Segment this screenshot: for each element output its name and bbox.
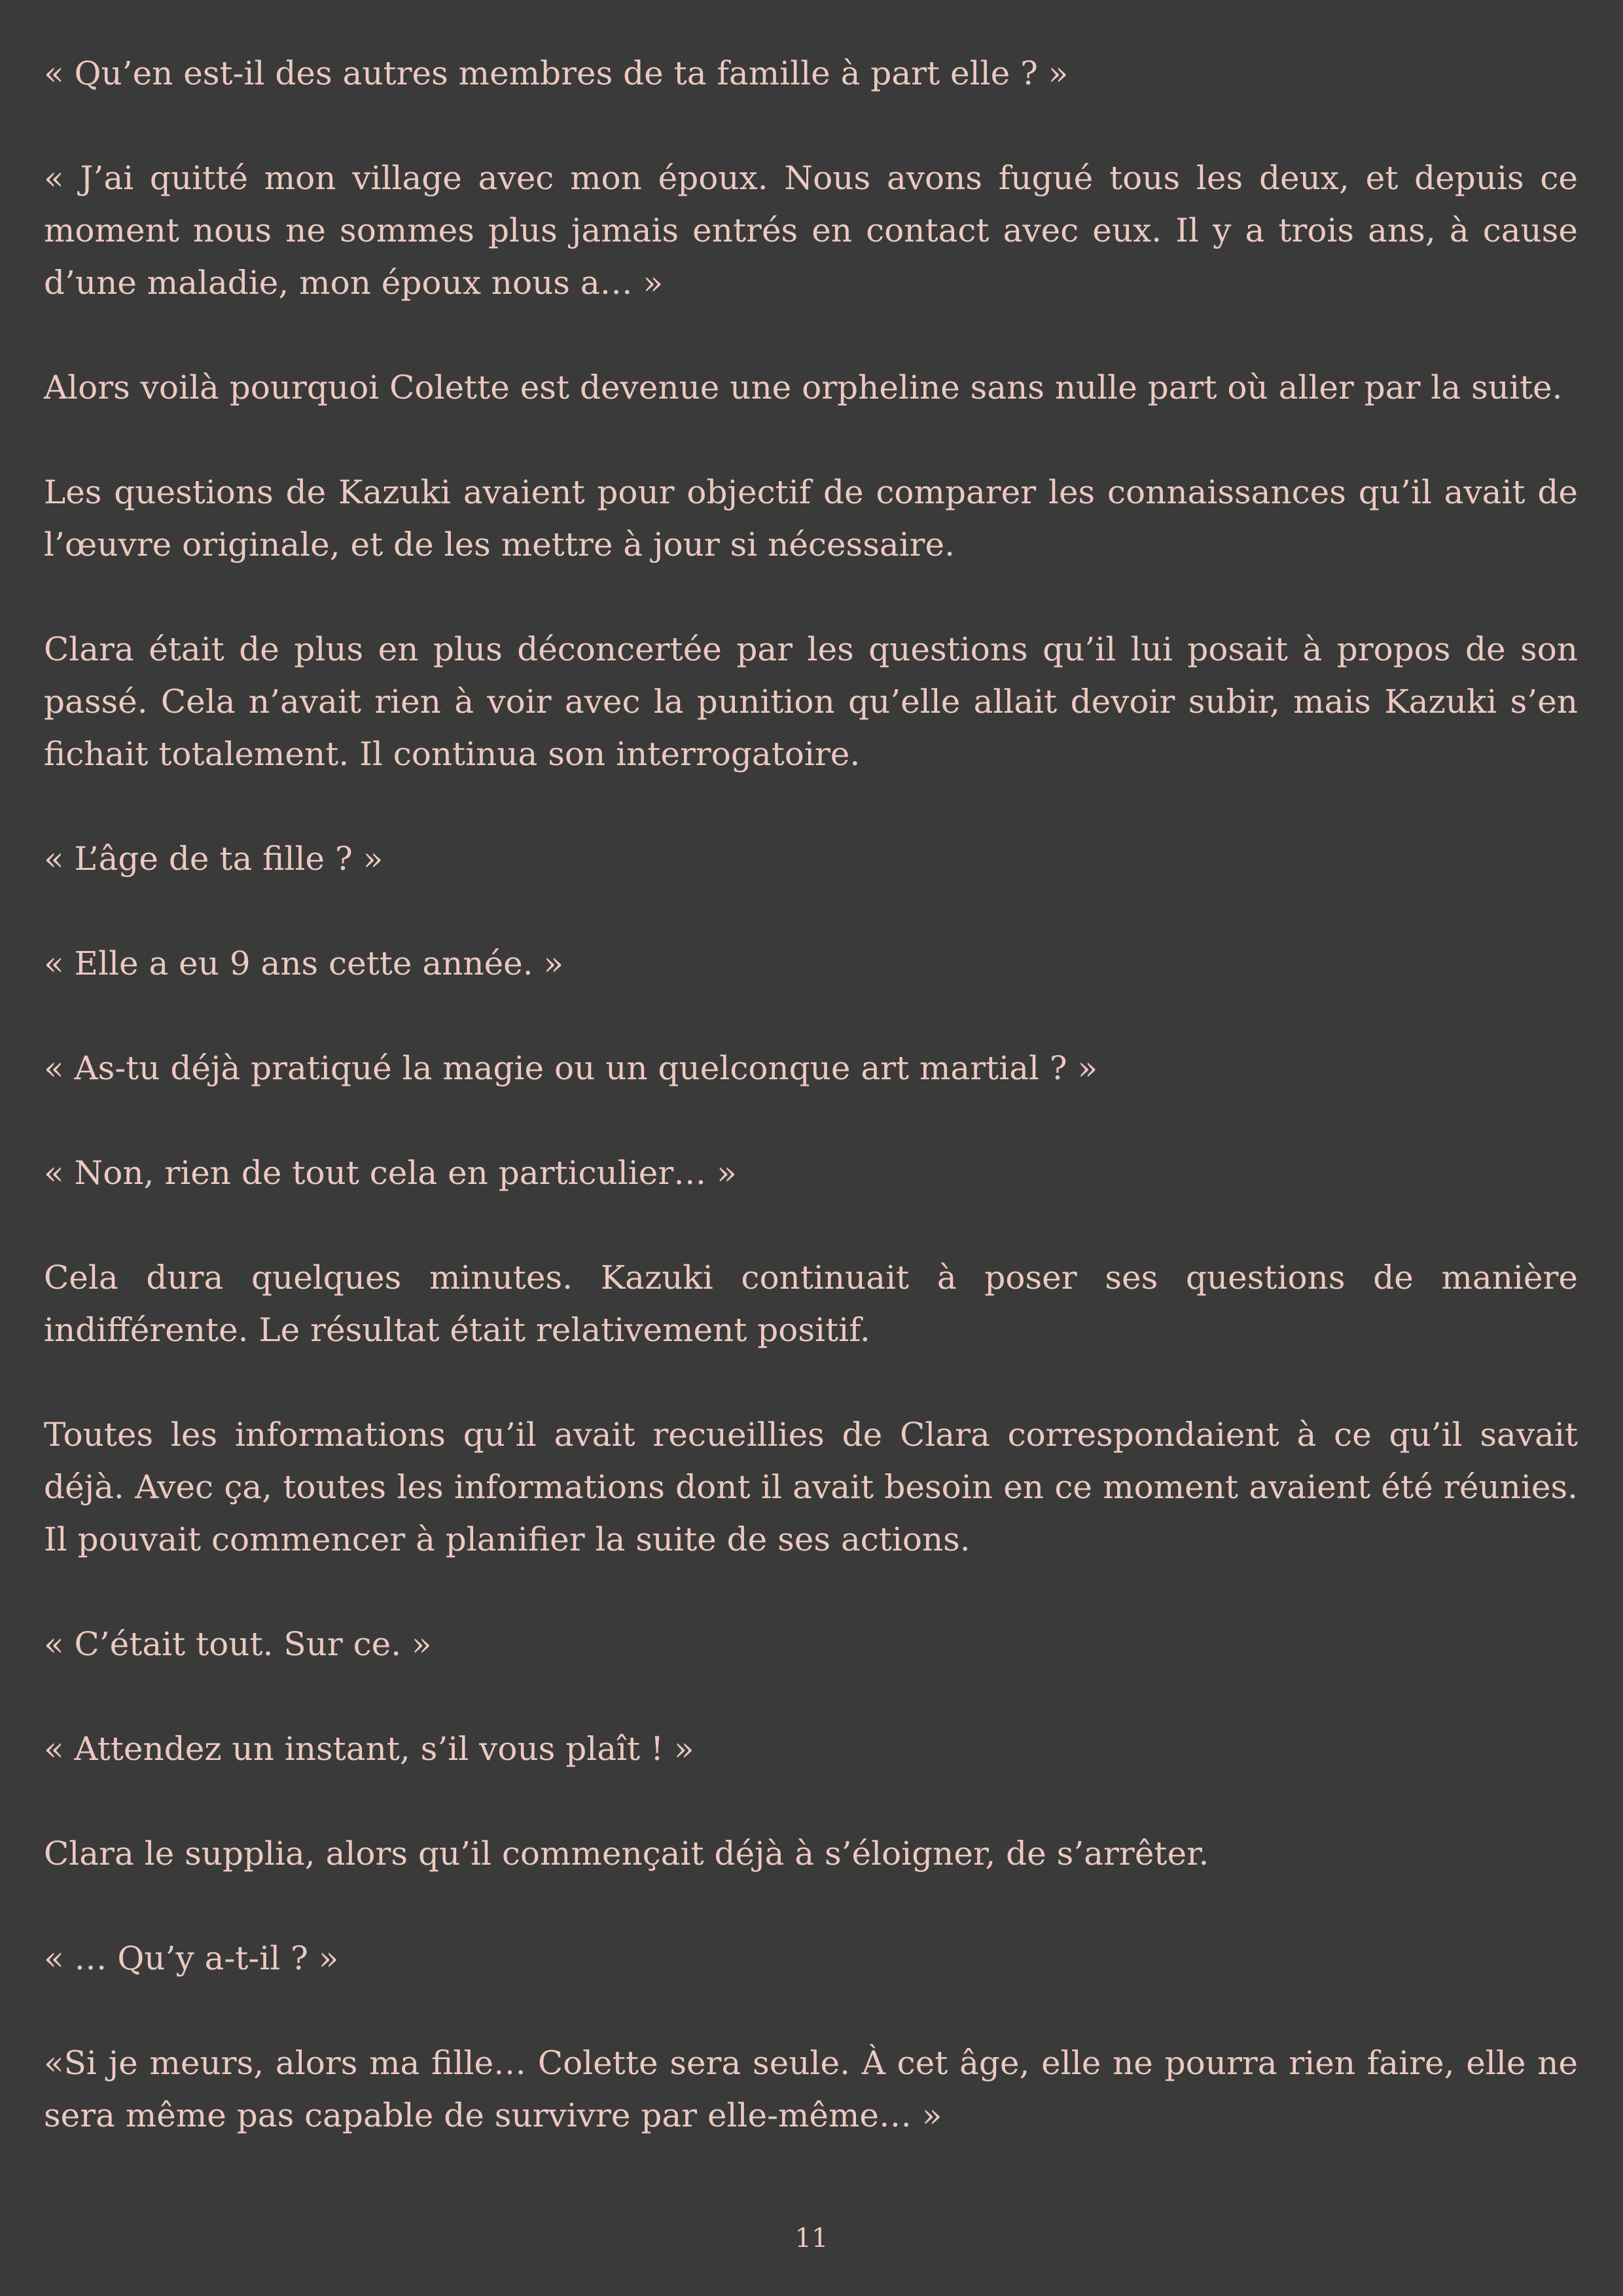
paragraph-11: Toutes les informations qu’il avait recueillies de Clara correspondaient à ce qu’il savait déjà. Avec ça, toutes les informations dont il avait besoin en ce moment avaient été réunies. Il pouvait commencer à planifier la suite de ses actions. [44,1416,1578,1558]
paragraph-10: Cela dura quelques minutes. Kazuki continuait à poser ses questions de manière indifférente. Le résultat était relativement positif. [44,1259,1578,1349]
page-body [44,47,1578,2142]
paragraph-4: Les questions de Kazuki avaient pour objectif de comparer les connaissances qu’il avait de l’œuvre originale, et de les mettre à jour si nécessaire. [44,473,1578,564]
paragraph-15: « … Qu’y a-t-il ? » [44,1939,339,1977]
page-number: 11 [794,2223,829,2253]
paragraph-6: « L’âge de ta fille ? » [44,840,383,878]
paragraph-3: Alors voilà pourquoi Colette est devenue une orpheline sans nulle part où aller par la suite. [44,368,1563,406]
paragraph-1: « Qu’en est-il des autres membres de ta famille à part elle ? » [44,54,1069,92]
paragraph-12: « C’était tout. Sur ce. » [44,1625,432,1663]
paragraph-2: « J’ai quitté mon village avec mon époux. Nous avons fugué tous les deux, et depuis ce moment nous ne sommes plus jamais entrés en contact avec eux. Il y a trois ans, à cause d’une maladie, mon époux nous a… » [44,159,1578,302]
paragraph-14: Clara le supplia, alors qu’il commençait déjà à s’éloigner, de s’arrêter. [44,1835,1209,1873]
paragraph-5: Clara était de plus en plus déconcertée par les questions qu’il lui posait à propos de son passé. Cela n’avait rien à voir avec la punition qu’elle allait devoir subir, mais Kazuki s’en fichait totalement. Il continua son interrogatoire. [44,630,1578,773]
paragraph-7: « Elle a eu 9 ans cette année. » [44,944,564,982]
paragraph-9: « Non, rien de tout cela en particulier… » [44,1154,737,1192]
paragraph-13: « Attendez un instant, s’il vous plaît ! » [44,1730,694,1768]
paragraph-8: « As-tu déjà pratiqué la magie ou un quelconque art martial ? » [44,1049,1098,1087]
paragraph-16: «Si je meurs, alors ma fille… Colette sera seule. À cet âge, elle ne pourra rien faire, elle ne sera même pas capable de survivre par elle-même… » [44,2044,1578,2134]
